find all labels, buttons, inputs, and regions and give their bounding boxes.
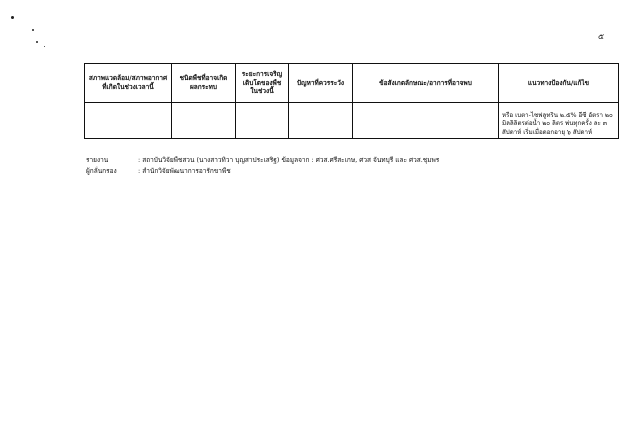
report-notes [86, 156, 439, 178]
scan-speck [36, 41, 38, 43]
column-header: ปัญหาที่ควรระวัง [289, 64, 353, 103]
scan-speck [11, 16, 14, 19]
table-header-row [85, 64, 619, 103]
column-header: ชนิดพืชที่อาจเกิดผลกระทบ [172, 64, 236, 103]
table-cell [289, 103, 353, 139]
note-reporter [86, 156, 439, 166]
scan-speck [44, 46, 45, 47]
column-header: สภาพแวดล้อม/สภาพอากาศที่เกิดในช่วงเวลานี้ [85, 64, 172, 103]
table-cell [85, 103, 172, 139]
table-cell [353, 103, 499, 139]
table-cell [236, 103, 289, 139]
column-header: ระยะการเจริญเติบโตของพืชในช่วงนี้ [236, 64, 289, 103]
table-cell-recommendation: หรือ เบตา-ไซฟลูทริน ๒.๕% อีซี อัตรา ๒๐ มิลลิลิตรต่อน้ำ ๒๐ ลิตร พ่นทุกครั้ง ละ ๓ สัปดาห์ เริ่มเมื่อดอกอายุ ๖ สัปดาห์ [499, 103, 619, 139]
table-row [85, 103, 619, 139]
column-header: แนวทางป้องกัน/แก้ไข [499, 64, 619, 103]
note-reviewer [86, 167, 439, 177]
note-label: รายงาน [86, 156, 109, 164]
page-number: ๕ [598, 32, 605, 41]
note-value: : สำนักวิจัยพัฒนาการอารักขาพืช [138, 166, 231, 175]
column-header: ข้อสังเกตลักษณะ/อาการที่อาจพบ [353, 64, 499, 103]
table-cell [172, 103, 236, 139]
note-label: ผู้กลั่นกรอง [86, 166, 117, 175]
pest-advisory-table [84, 63, 619, 139]
note-value: : สถาบันวิจัยพืชสวน (นางสาวทิวา บุญสาประเสริฐ) ข้อมูลจาก : ศวส.ศรีสะเกษ, ศวส จันทบุรี และ ศวส.ชุมพร [138, 156, 440, 164]
scan-speck [32, 29, 34, 31]
